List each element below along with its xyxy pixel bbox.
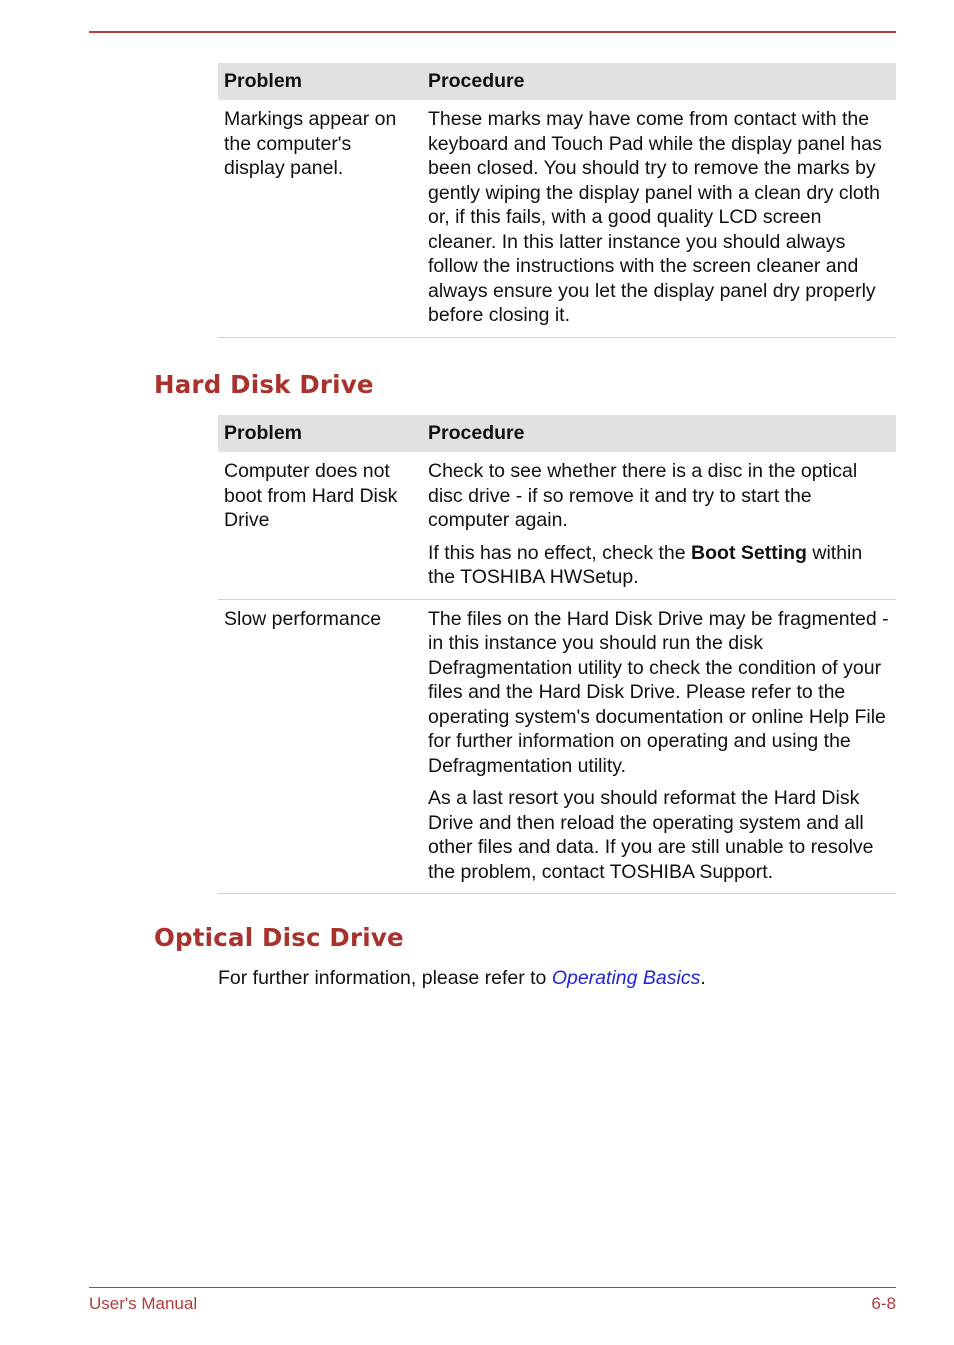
procedure-paragraph: These marks may have come from contact with the keyboard and Touch Pad while the display panel has been closed. You should try to remove the marks by gently wiping the display panel with a clean dry cloth or, if this fails, with a good quality LCD screen cleaner. In this latter instance you should always follow the instructions with the screen cleaner and always ensure you let the display panel dry properly before closing it. [428,108,882,326]
column-header-problem: Problem [218,63,422,100]
problem-cell: Slow performance [218,599,422,894]
footer-page-number: 6-8 [871,1294,896,1313]
procedure-text: within the TOSHIBA HWSetup. [428,541,863,588]
section-heading-hard-disk-drive: Hard Disk Drive [154,370,374,399]
hdd-troubleshooting-table [218,415,896,894]
procedure-paragraph: The files on the Hard Disk Drive may be fragmented - in this instance you should run the disk Defragmentation utility to check the condition of your files and the Hard Disk Drive. Please refer to the operating system's documentation or online Help File for further information on operating and using the Defragmentation utility. [428,607,889,777]
section-heading-optical-disc-drive: Optical Disc Drive [154,923,404,952]
paragraph-text: . [700,967,706,989]
column-header-problem: Problem [218,415,422,452]
table-header-row [218,63,896,100]
operating-basics-link[interactable]: Operating Basics [551,967,701,989]
optical-disc-paragraph [218,967,706,990]
footer-manual-title: User's Manual [89,1294,198,1313]
procedure-cell [422,599,896,894]
column-header-procedure: Procedure [422,63,896,100]
boot-setting-term: Boot Setting [691,541,807,564]
table-header-row [218,415,896,452]
bottom-rule [89,1287,896,1288]
problem-cell: Computer does not boot from Hard Disk Drive [218,452,422,599]
procedure-paragraph: Check to see whether there is a disc in the optical disc drive - if so remove it and try to start the computer again. [428,460,858,531]
table-row [218,100,896,337]
problem-cell: Markings appear on the computer's display panel. [218,100,422,337]
top-rule [89,31,896,33]
procedure-cell [422,100,896,337]
table-row [218,599,896,894]
table-row [218,452,896,599]
procedure-cell [422,452,896,599]
column-header-procedure: Procedure [422,415,896,452]
display-troubleshooting-table [218,63,896,338]
paragraph-text: For further information, please refer to [218,967,552,989]
procedure-paragraph: As a last resort you should reformat the Hard Disk Drive and then reload the operating system and all other files and data. If you are still unable to resolve the problem, contact TOSHIBA Support. [428,787,874,883]
procedure-paragraph [428,541,890,590]
procedure-text: If this has no effect, check the [428,541,692,564]
